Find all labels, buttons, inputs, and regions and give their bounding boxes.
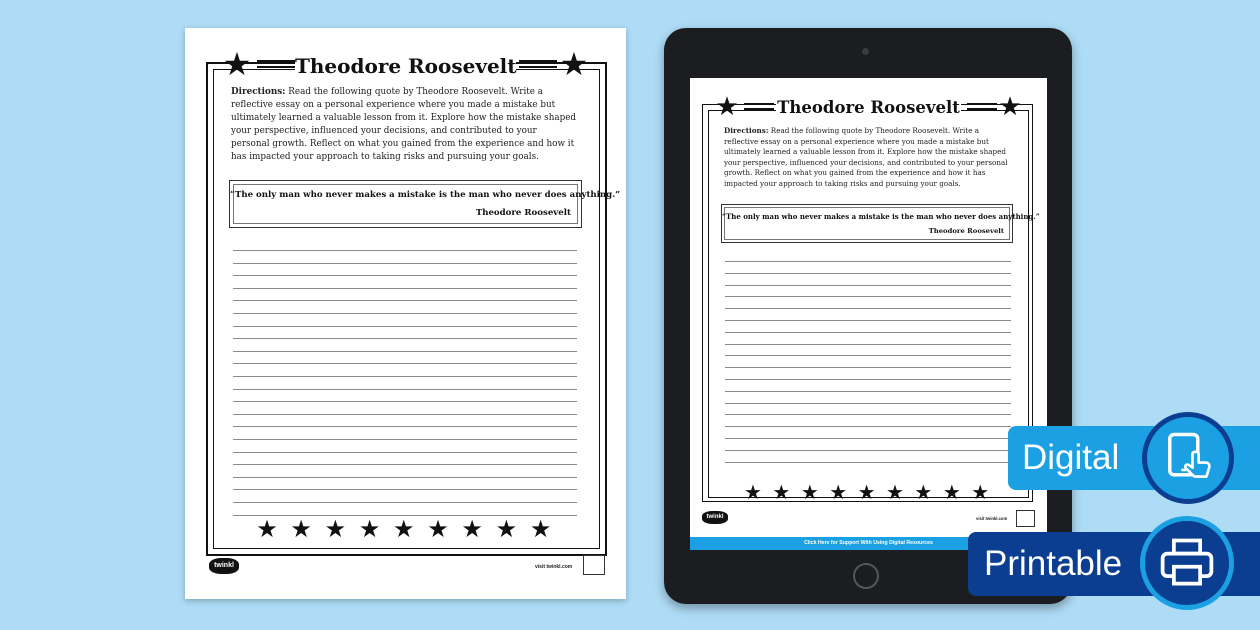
footer-star-icon: ★ [886,482,904,504]
writing-line [725,426,1011,427]
quote-text: “The only man who never makes a mistake is the man who never does anything.” [230,190,621,200]
writing-line [725,273,1011,274]
footer-star-icon: ★ [744,482,762,504]
writing-line [725,414,1011,415]
writing-line [233,452,577,453]
digital-icon-circle [1142,412,1234,504]
header-bar [257,60,295,62]
footer-star-icon: ★ [324,516,347,543]
writing-line [725,285,1011,286]
writing-line [233,464,577,465]
footer-star-icon: ★ [358,516,381,543]
directions-label: Directions: [724,126,769,135]
writing-line [233,263,577,264]
twinkl-logo: twinkl [702,511,728,524]
footer-star-icon: ★ [829,482,848,504]
writing-line [725,367,1011,368]
writing-line [725,462,1011,463]
camera-icon [862,48,869,55]
header-bar [519,60,557,62]
worksheet-title: Theodore Roosevelt [777,98,960,117]
writing-line [725,332,1011,333]
worksheet-directions [724,126,1014,190]
printed-worksheet [185,28,626,599]
quote-box [229,180,621,228]
writing-line [233,288,577,289]
writing-line [233,351,577,352]
writing-line [233,326,577,327]
footer-badge-icon [1016,510,1035,527]
writing-line [233,338,577,339]
writing-line [233,313,577,314]
header-star-left: ★ [222,46,252,82]
directions-text: Read the following quote by Theodore Roosevelt. Write a reflective essay on a personal experience where you made a mistake but ultimately learned a valuable lesson from it. Explore how the mistake shaped your perspective, influenced your decisions, and contributed to your personal growth. Reflect on what you gained from the experience and how it has impacted your approach to taking risks and pursuing your goals. [231,87,577,162]
writing-line [233,300,577,301]
writing-line [233,439,577,440]
writing-line [725,391,1011,392]
writing-line [233,250,577,251]
writing-line [725,450,1011,451]
writing-line [233,489,577,490]
footer-star-icon: ★ [942,482,961,504]
writing-line [725,379,1011,380]
writing-line [725,344,1011,345]
tablet-touch-icon [1161,429,1217,489]
footer-url: visit twinkl.com [535,564,573,570]
printer-icon [1155,533,1219,593]
writing-line [725,308,1011,309]
quote-box [721,204,1040,243]
home-button [853,563,879,589]
writing-line [233,275,577,276]
writing-line [233,502,577,503]
footer-star-icon: ★ [772,482,791,504]
quote-text: “The only man who never makes a mistake is the man who never does anything.” [722,212,1040,221]
twinkl-logo: twinkl [209,558,239,574]
footer-star-icon: ★ [857,482,876,504]
header-bar [744,103,774,105]
header-star-right: ★ [559,46,589,82]
quote-author: Theodore Roosevelt [475,208,571,218]
header-bar [519,66,557,68]
writing-line [725,403,1011,404]
footer-star-icon: ★ [461,516,483,543]
directions-text: Read the following quote by Theodore Roosevelt. Write a reflective essay on a personal experience where you made a mistake but ultimately learned a valuable lesson from it. Explore how the mistake shaped your perspective, influenced your decisions, and contributed to your personal growth. Reflect on what you gained from the experience and how it has impacted your approach to taking risks and pursuing your goals. [724,126,1008,188]
support-link-bar[interactable]: Click Here for Support With Using Digital Resources [690,537,1047,550]
printable-icon-circle [1140,516,1234,610]
header-bar [967,108,997,110]
footer-star-icon: ★ [495,516,518,543]
writing-line [725,261,1011,262]
tablet-device [664,28,1072,604]
printable-badge [968,530,1260,598]
header-star-left: ★ [715,91,739,121]
worksheet-directions [231,86,577,164]
footer-url: visit twinkl.com [976,516,1008,521]
printable-label: Printable [984,544,1123,583]
header-bar [967,103,997,105]
footer-star-icon: ★ [256,516,278,543]
footer-star-icon: ★ [529,516,552,543]
writing-line [725,320,1011,321]
digital-badge [1008,424,1260,492]
quote-author: Theodore Roosevelt [928,227,1004,235]
footer-star-icon: ★ [800,482,819,504]
writing-line [233,376,577,377]
writing-line [233,363,577,364]
header-bar [257,66,295,68]
writing-line [233,426,577,427]
writing-line [233,389,577,390]
writing-line [233,401,577,402]
footer-star-icon: ★ [971,482,990,504]
writing-line [725,296,1011,297]
footer-star-icon: ★ [427,516,449,543]
digital-worksheet [690,78,1047,550]
writing-line [725,438,1011,439]
footer-star-icon: ★ [393,516,415,543]
footer-star-icon: ★ [290,516,312,543]
directions-label: Directions: [231,87,286,97]
writing-line [233,477,577,478]
digital-label: Digital [1022,438,1120,477]
header-star-right: ★ [998,91,1022,121]
footer-star-icon: ★ [914,482,933,504]
footer-badge-icon [583,555,605,575]
writing-line [725,355,1011,356]
writing-line [233,414,577,415]
header-bar [744,108,774,110]
worksheet-title: Theodore Roosevelt [295,54,517,78]
